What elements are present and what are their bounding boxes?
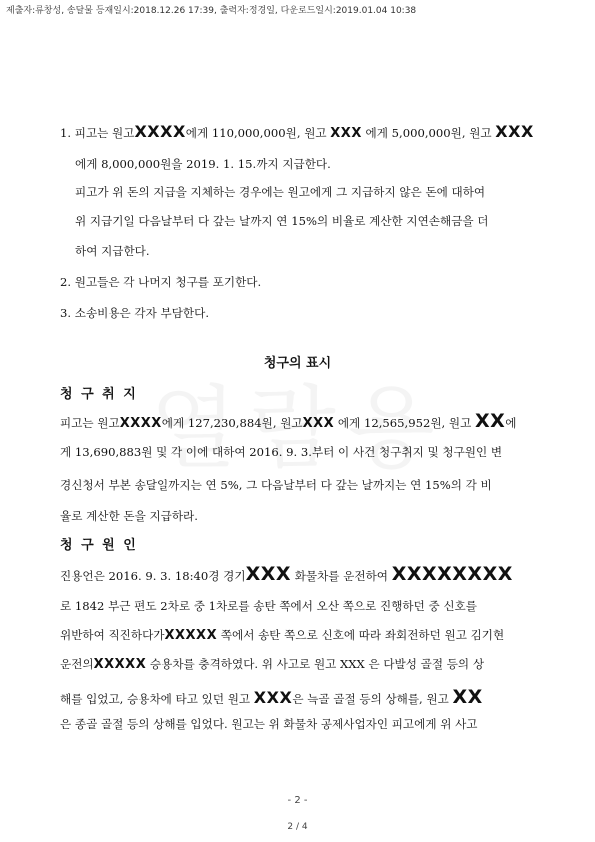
claim-cause-heading: 청 구 원 인 (60, 538, 138, 553)
order-item-3: 3. 소송비용은 각자 부담한다. (60, 306, 209, 320)
claim-cause-line-2: 로 1842 부근 편도 2차로 중 1차로를 송탄 쪽에서 오산 쪽으로 진행하던 중 신호를 (60, 599, 477, 613)
claim-purpose-line-4: 율로 계산한 돈을 지급하라. (60, 509, 198, 523)
order-item-1-line-2: 에게 8,000,000원을 2019. 1. 15.까지 지급한다. (75, 157, 331, 171)
redaction: XXXXX (164, 628, 218, 643)
redaction: XXX (253, 688, 293, 707)
page-count: 2 / 4 (287, 822, 308, 832)
claim-cause-line-6: 은 종골 골절 등의 상해를 입었다. 원고는 위 화물차 공제사업자인 피고에게 위 사고 (60, 717, 478, 731)
page-marker: - 2 - (287, 795, 308, 806)
claim-purpose-line-1: 피고는 원고XXXX에게 127,230,884원, 원고XXX 에게 12,565,952원, 원고 XX에 (60, 410, 517, 432)
claim-cause-line-5: 해를 입었고, 승용차에 타고 있던 원고 XXX은 늑골 골절 등의 상해를, 원고 XX (60, 686, 483, 708)
document-header: 제출자:류창성, 송달물 등재일시:2018.12.26 17:39, 출력자:정경일, 다운로드일시:2019.01.04 10:38 (6, 6, 417, 16)
redaction: XXXX (134, 122, 186, 141)
order-item-1-line-1: 1. 피고는 원고XXXX에게 110,000,000원, 원고 XXX 에게 5,000,000원, 원고 XXX (60, 122, 534, 141)
redaction: XX (474, 410, 506, 432)
order-item-1-line-3: 피고가 위 돈의 지급을 지체하는 경우에는 원고에게 그 지급하지 않은 돈에 대하여 (75, 185, 486, 199)
claim-purpose-line-2: 게 13,690,883원 및 각 이에 대하여 2016. 9. 3.부터 이 사건 청구취지 및 청구원인 변 (60, 445, 503, 459)
claim-purpose-line-3: 경신청서 부본 송달일까지는 연 5%, 그 다음날부터 다 갚는 날까지는 연 15%의 각 비 (60, 478, 492, 492)
order-item-1-line-4: 위 지급기일 다음날부터 다 갚는 날까지 연 15%의 비율로 계산한 지연손해금을 더 (75, 214, 489, 228)
claim-cause-line-4: 운전의XXXXX 승용차를 충격하였다. 위 사고로 원고 XXX 은 다발성 골절 등의 상 (60, 657, 485, 672)
redaction: XXXXXXXX (391, 563, 513, 585)
order-item-2: 2. 원고들은 각 나머지 청구를 포기한다. (60, 275, 262, 289)
redaction: XXXX (119, 416, 162, 431)
redaction: XXXXX (93, 657, 147, 672)
redaction: XXX (495, 122, 534, 141)
claim-title: 청구의 표시 (263, 356, 332, 371)
redaction: XX (452, 686, 483, 708)
claim-cause-line-1: 진용언은 2016. 9. 3. 18:40경 경기XXX 화물차를 운전하여 XXXXXXXX (60, 563, 513, 585)
claim-cause-line-3: 위반하여 직진하다가XXXXX 쪽에서 송탄 쪽으로 신호에 따라 좌회전하던 원고 김기현 (60, 628, 505, 643)
redaction: XXX (302, 416, 335, 431)
item-number: 1. (60, 126, 72, 140)
order-item-1-line-5: 하여 지급한다. (75, 244, 150, 258)
redaction: XXX (330, 126, 362, 141)
claim-purpose-heading: 청 구 취 지 (60, 387, 138, 402)
redaction: XXX (245, 563, 292, 585)
